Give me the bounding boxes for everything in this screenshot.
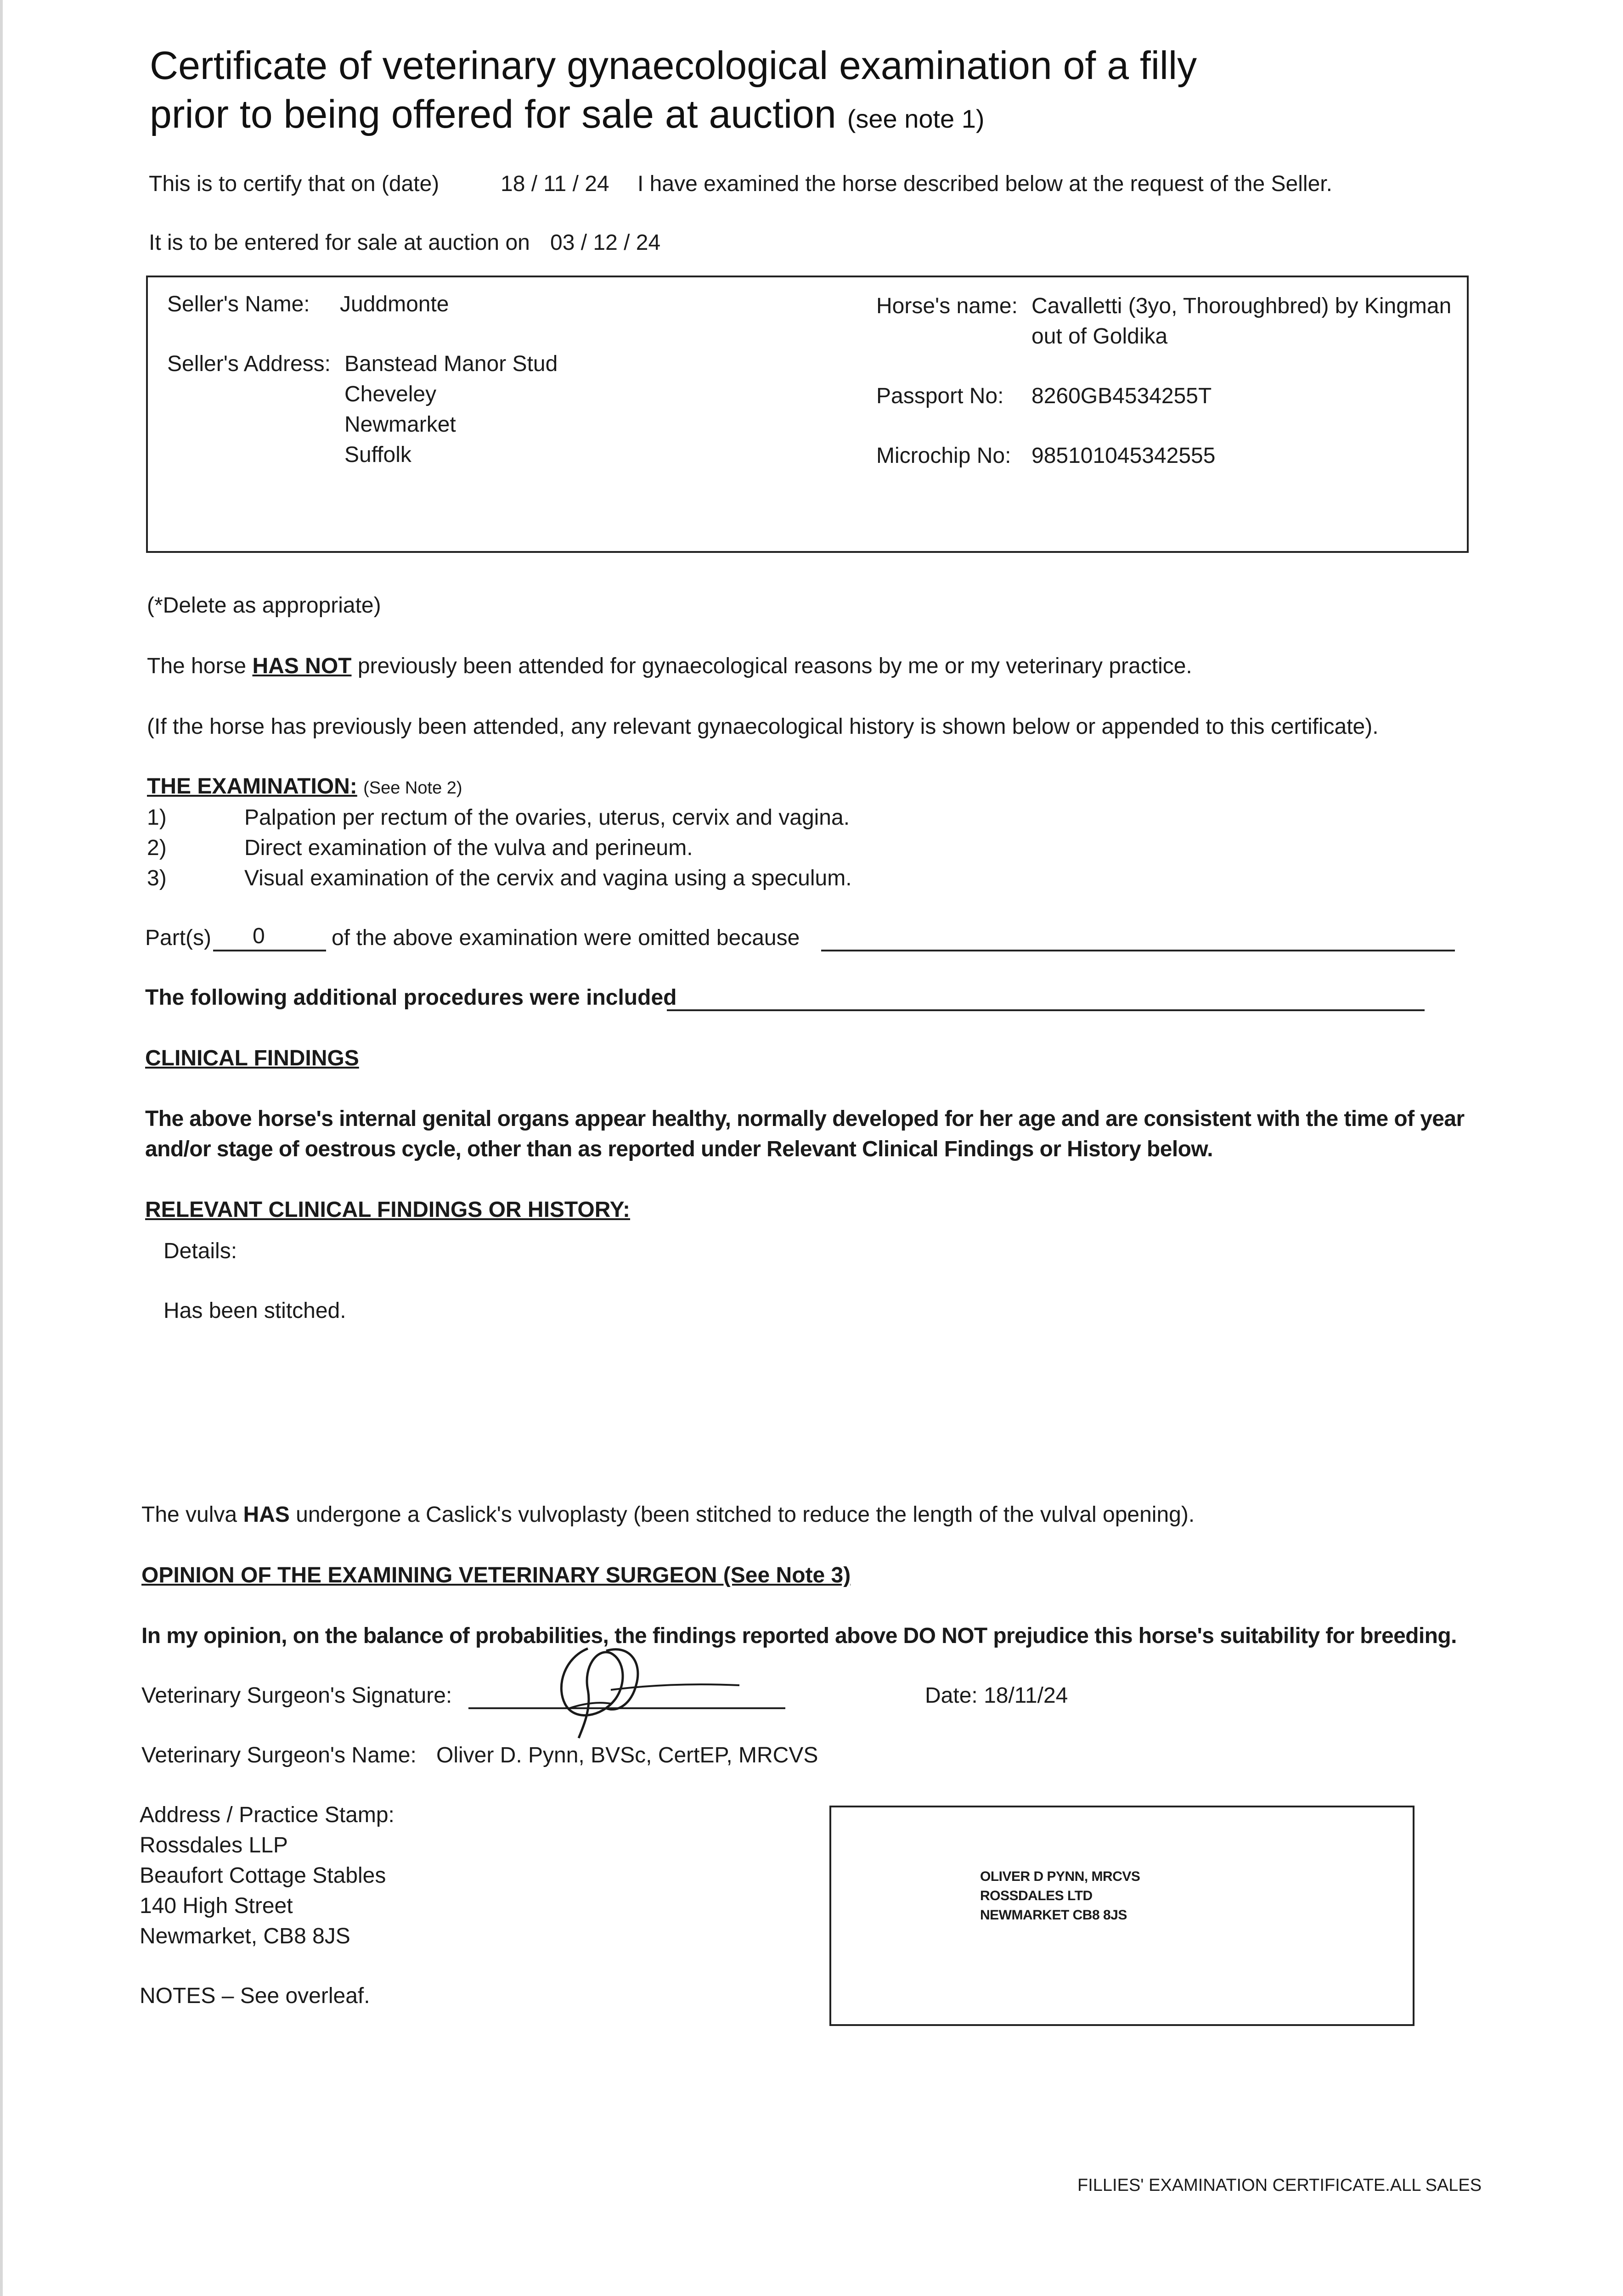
signature-label: Veterinary Surgeon's Signature: — [141, 1683, 452, 1708]
surgeon-name: Oliver D. Pynn, BVSc, CertEP, MRCVS — [436, 1743, 818, 1767]
exam-item-text: Direct examination of the vulva and perineum. — [244, 836, 693, 860]
omitted-suffix: of the above examination were omitted because — [332, 926, 800, 950]
certificate-title-line2: prior to being offered for sale at auction (see note 1) — [150, 92, 985, 136]
exam-item-number: 3) — [147, 866, 167, 890]
passport-number: 8260GB4534255T — [1031, 384, 1212, 408]
horse-name-line1: Cavalletti (3yo, Thoroughbred) by Kingman — [1031, 294, 1452, 318]
practice-line: Beaufort Cottage Stables — [140, 1863, 386, 1888]
practice-label: Address / Practice Stamp: — [140, 1803, 394, 1827]
auction-date: 03 / 12 / 24 — [550, 231, 661, 255]
seller-name: Juddmonte — [340, 292, 449, 316]
passport-label: Passport No: — [876, 384, 1004, 408]
attended-statement: The horse HAS NOT previously been attended for gynaecological reasons by me or my veterinary practice. — [147, 654, 1192, 678]
clinical-findings-text: and/or stage of oestrous cycle, other than as reported under Relevant Clinical Findings or History below. — [145, 1137, 1213, 1161]
exam-item-number: 1) — [147, 805, 167, 830]
opinion-heading: OPINION OF THE EXAMINING VETERINARY SURGEON (See Note 3) — [141, 1563, 851, 1587]
scan-edge — [0, 0, 3, 2296]
practice-line: 140 High Street — [140, 1894, 293, 1918]
microchip-label: Microchip No: — [876, 444, 1011, 468]
additional-procedures-label: The following additional procedures were included — [145, 985, 677, 1010]
exam-item-number: 2) — [147, 836, 167, 860]
microchip-number: 985101045342555 — [1031, 444, 1216, 468]
examination-heading: THE EXAMINATION: (See Note 2) — [147, 774, 462, 799]
exam-item-text: Palpation per rectum of the ovaries, uterus, cervix and vagina. — [244, 805, 850, 830]
certify-prefix: This is to certify that on (date) — [149, 172, 440, 196]
stamp-line: OLIVER D PYNN, MRCVS — [980, 1869, 1140, 1884]
clinical-findings-text: The above horse's internal genital organs appear healthy, normally developed for her age and are consistent with the time of year — [145, 1107, 1465, 1131]
signature-date: Date: 18/11/24 — [925, 1683, 1068, 1708]
delete-note: (*Delete as appropriate) — [147, 593, 381, 618]
footer-label: FILLIES' EXAMINATION CERTIFICATE.ALL SALES — [1077, 2176, 1482, 2195]
history-note: (If the horse has previously been attended, any relevant gynaecological history is shown below or appended to this certificate). — [147, 715, 1379, 739]
exam-item-text: Visual examination of the cervix and vagina using a speculum. — [244, 866, 852, 890]
stamp-line: ROSSDALES LTD — [980, 1888, 1093, 1903]
certificate-title-line1: Certificate of veterinary gynaecological examination of a filly — [150, 44, 1197, 88]
surgeon-name-label: Veterinary Surgeon's Name: — [141, 1743, 417, 1767]
details-text: Has been stitched. — [163, 1299, 346, 1323]
certify-suffix: I have examined the horse described below at the request of the Seller. — [637, 172, 1332, 196]
vulva-statement: The vulva HAS undergone a Caslick's vulvoplasty (been stitched to reduce the length of the vulval opening). — [141, 1503, 1195, 1527]
details-label: Details: — [163, 1239, 237, 1263]
horse-name-line2: out of Goldika — [1031, 324, 1168, 349]
horse-name-label: Horse's name: — [876, 294, 1018, 318]
omitted-count: 0 — [253, 924, 265, 948]
auction-prefix: It is to be entered for sale at auction on — [149, 231, 530, 255]
additional-procedures-line — [667, 1009, 1425, 1011]
practice-stamp — [980, 1867, 1140, 1925]
signature-scribble — [537, 1639, 758, 1750]
seller-address-line: Suffolk — [344, 443, 411, 467]
omitted-reason-line — [821, 950, 1455, 951]
practice-line: Newmarket, CB8 8JS — [140, 1924, 350, 1948]
seller-address-label: Seller's Address: — [167, 352, 331, 376]
omitted-underline — [213, 950, 326, 951]
title-note: (see note 1) — [847, 104, 985, 133]
seller-address-line: Newmarket — [344, 412, 456, 437]
omitted-prefix: Part(s) — [145, 926, 211, 950]
seller-address-line: Cheveley — [344, 382, 437, 406]
relevant-findings-heading: RELEVANT CLINICAL FINDINGS OR HISTORY: — [145, 1198, 631, 1222]
seller-address-line: Banstead Manor Stud — [344, 352, 558, 376]
notes-reference: NOTES – See overleaf. — [140, 1984, 370, 2008]
examination-date: 18 / 11 / 24 — [501, 172, 609, 196]
practice-line: Rossdales LLP — [140, 1833, 288, 1857]
opinion-text: In my opinion, on the balance of probabilities, the findings reported above DO NOT prejudice this horse's suitability for breeding. — [141, 1624, 1457, 1648]
attended-status: HAS NOT — [252, 654, 352, 678]
seller-name-label: Seller's Name: — [167, 292, 310, 316]
stamp-line: NEWMARKET CB8 8JS — [980, 1908, 1127, 1923]
clinical-findings-heading: CLINICAL FINDINGS — [145, 1046, 359, 1070]
vulva-status: HAS — [243, 1503, 290, 1527]
